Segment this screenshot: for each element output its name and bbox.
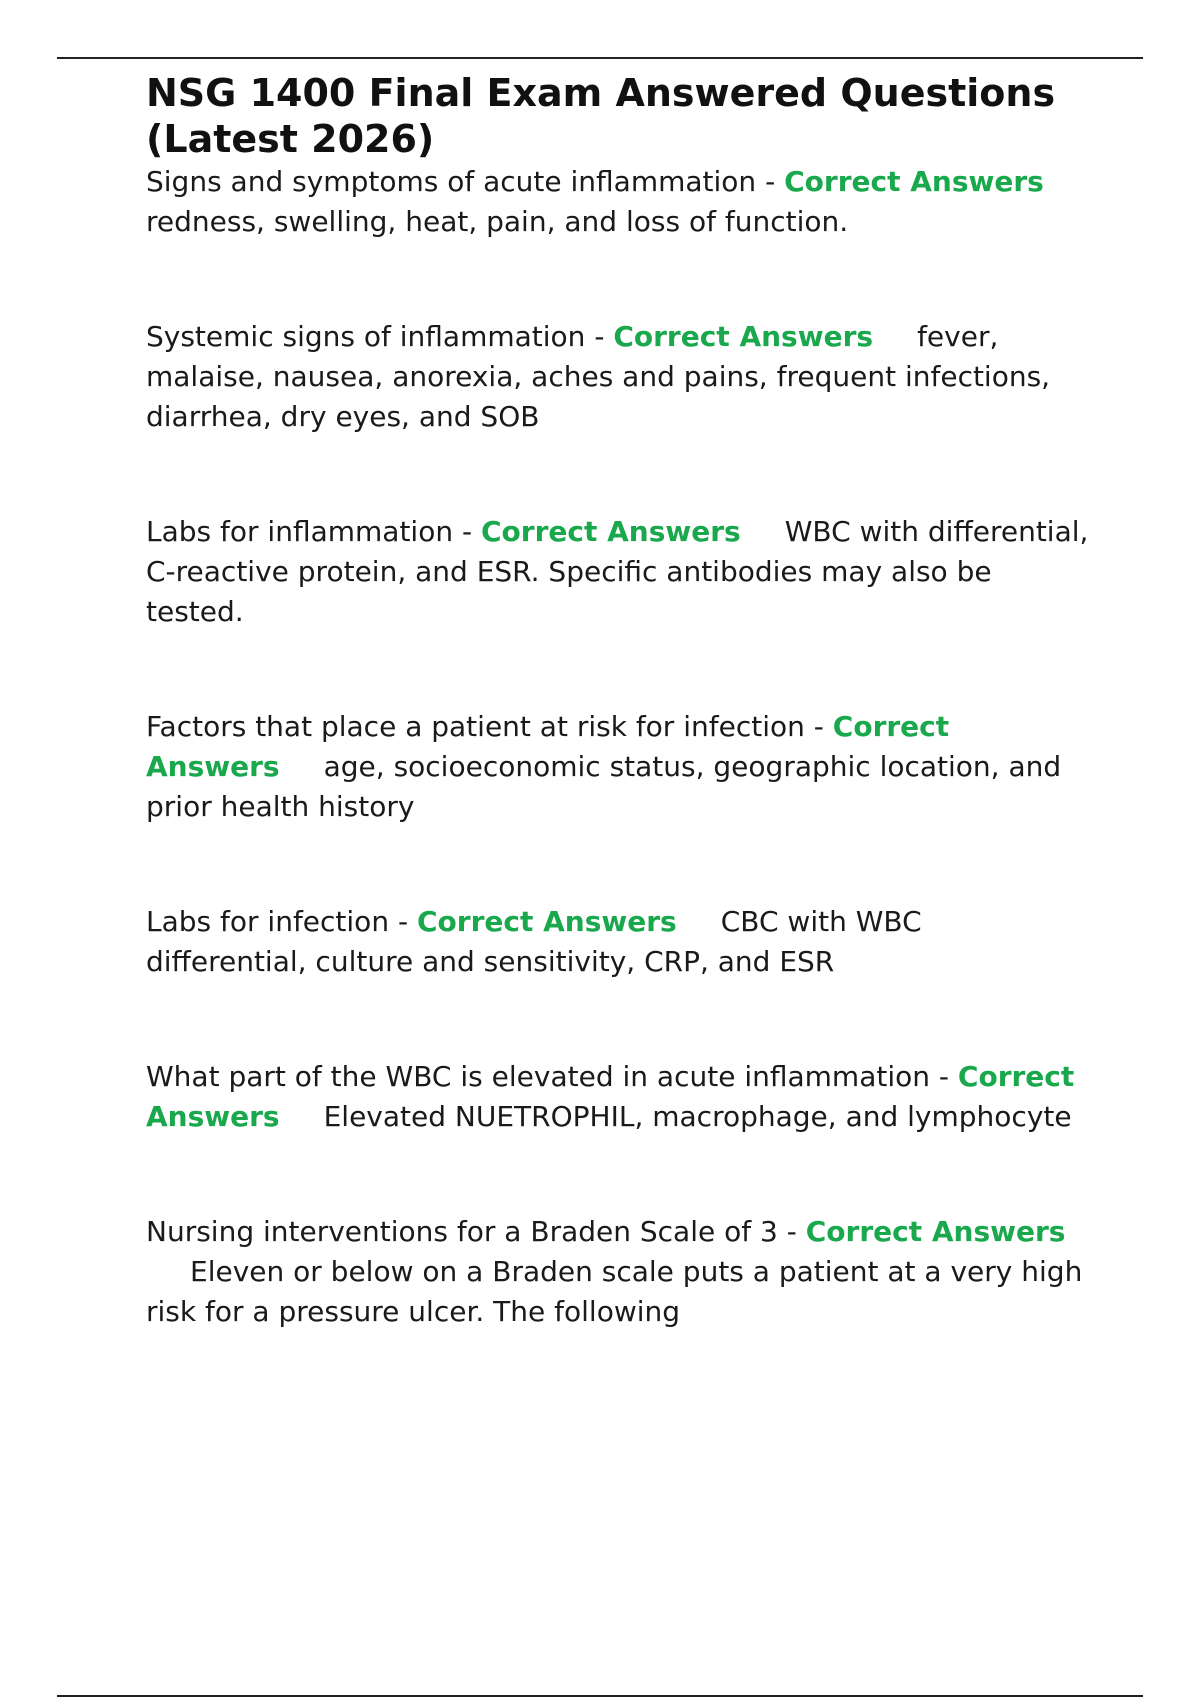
top-rule bbox=[57, 57, 1143, 59]
bottom-rule bbox=[57, 1695, 1143, 1697]
correct-answers-label: Correct Answers bbox=[146, 710, 950, 783]
document-title: NSG 1400 Final Exam Answered Questions (Latest 2026) bbox=[146, 71, 1056, 161]
answer-text: fever, malaise, nausea, anorexia, aches and pains, frequent infections, diarrhea, dry eyes, and SOB bbox=[146, 320, 1051, 433]
answer-text: age, socioeconomic status, geographic location, and prior health history bbox=[146, 750, 1062, 823]
separator: - bbox=[453, 515, 481, 548]
answer-text: redness, swelling, heat, pain, and loss of function. bbox=[146, 205, 849, 238]
question-text: Signs and symptoms of acute inflammation bbox=[146, 165, 757, 198]
document-content bbox=[146, 70, 1091, 1332]
qa-item bbox=[146, 707, 1091, 827]
separator: - bbox=[756, 165, 785, 198]
question-text: What part of the WBC is elevated in acute inflammation bbox=[146, 1060, 930, 1093]
correct-answers-label: Correct Answers bbox=[784, 165, 1044, 198]
question-text: Labs for infection bbox=[146, 905, 390, 938]
separator: - bbox=[930, 1060, 958, 1093]
question-text: Factors that place a patient at risk for infection bbox=[146, 710, 805, 743]
qa-item bbox=[146, 1057, 1091, 1137]
answer-text: CBC with WBC differential, culture and sensitivity, CRP, and ESR bbox=[146, 905, 922, 978]
question-text: Nursing interventions for a Braden Scale of 3 bbox=[146, 1215, 778, 1248]
answer-text: WBC with differential, C-reactive protein, and ESR. Specific antibodies may also be tested. bbox=[146, 515, 1089, 628]
correct-answers-label: Correct Answers bbox=[613, 320, 874, 353]
qa-item bbox=[146, 512, 1091, 632]
separator: - bbox=[585, 320, 614, 353]
question-text: Systemic signs of inflammation bbox=[146, 320, 586, 353]
answer-text: Elevated NUETROPHIL, macrophage, and lymphocyte bbox=[323, 1100, 1072, 1133]
answer-text: Eleven or below on a Braden scale puts a patient at a very high risk for a pressure ulcer. The following bbox=[146, 1255, 1083, 1328]
qa-item bbox=[146, 1212, 1091, 1332]
qa-item bbox=[146, 162, 1091, 242]
separator: - bbox=[804, 710, 833, 743]
qa-item bbox=[146, 317, 1091, 437]
question-text: Labs for inflammation bbox=[146, 515, 454, 548]
separator: - bbox=[777, 1215, 806, 1248]
correct-answers-label: Correct Answers bbox=[481, 515, 741, 548]
correct-answers-label: Correct Answers bbox=[416, 905, 677, 938]
correct-answers-label: Correct Answers bbox=[805, 1215, 1066, 1248]
qa-item bbox=[146, 902, 1091, 982]
separator: - bbox=[389, 905, 417, 938]
correct-answers-label: Correct Answers bbox=[146, 1060, 1075, 1133]
